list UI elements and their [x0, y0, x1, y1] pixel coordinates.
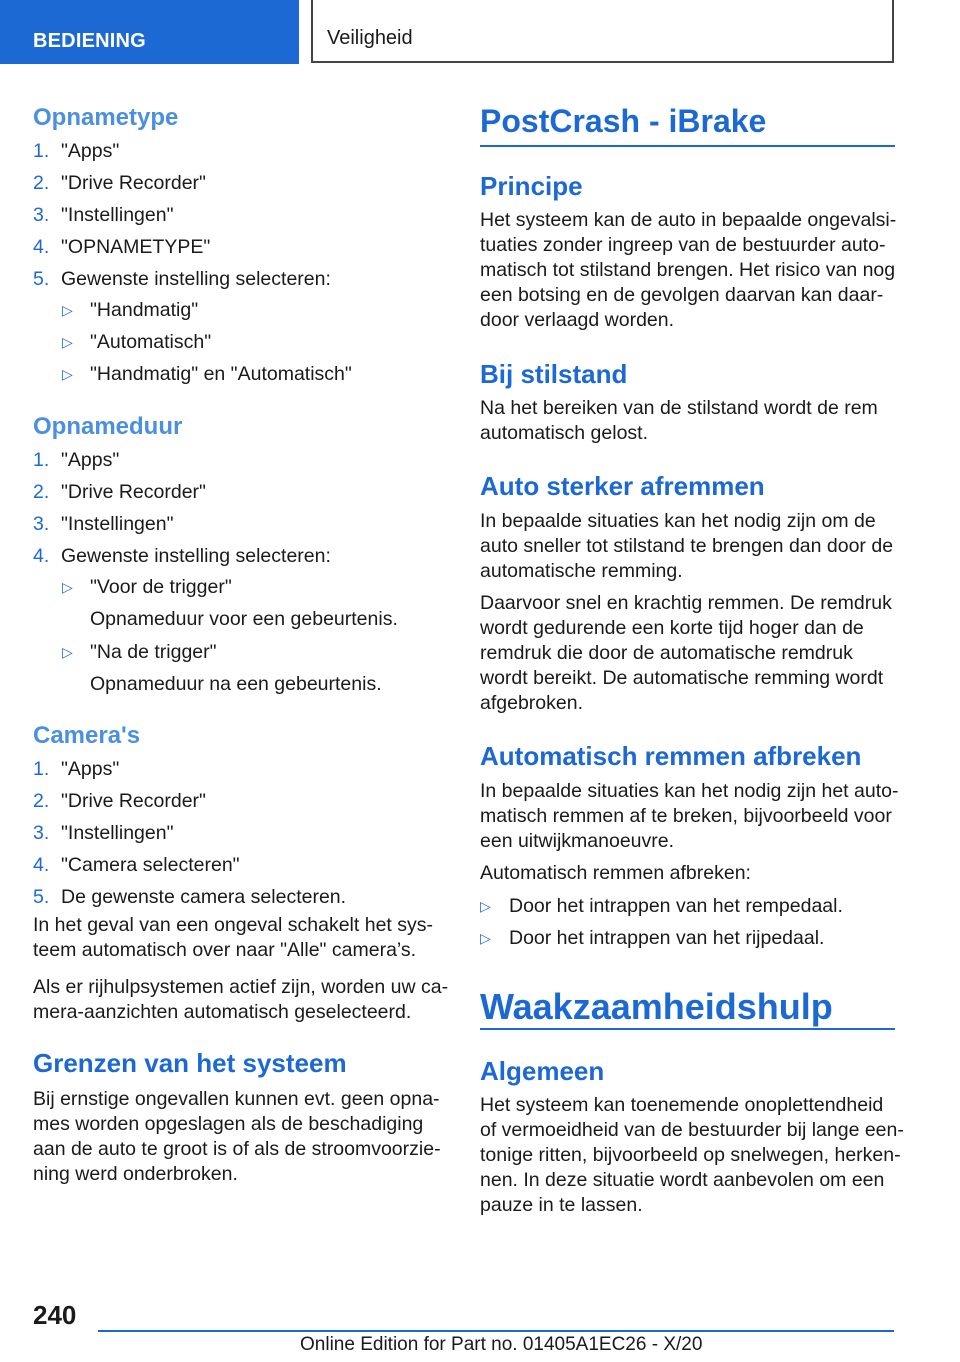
step-number: 3.: [33, 822, 50, 844]
heading-waakzaam: Waakzaamheidshulp: [480, 986, 833, 1027]
step-text: "Instellingen": [61, 822, 174, 844]
step-number: 1.: [33, 140, 50, 162]
step-text: "Apps": [61, 758, 120, 780]
bullet-triangle-icon: ▷: [62, 579, 73, 595]
bullet-triangle-icon: ▷: [62, 302, 73, 318]
heading-grenzen: Grenzen van het systeem: [33, 1048, 347, 1078]
step-text: "Drive Recorder": [61, 172, 206, 194]
paragraph-line: Het systeem kan toenemende onoplettendheid: [480, 1094, 884, 1116]
footer-edition: Online Edition for Part no. 01405A1EC26 - X/20: [300, 1334, 703, 1355]
paragraph-line: mes worden opgeslagen als de beschadiging: [33, 1113, 424, 1135]
option-text: "Automatisch": [90, 331, 212, 353]
paragraph-line: teem automatisch over naar "Alle" camera’s.: [33, 939, 417, 961]
paragraph-line: of vermoeidheid van de bestuurder bij lange een-: [480, 1119, 904, 1141]
bullet-triangle-icon: ▷: [62, 644, 73, 660]
heading-cameras: Camera's: [33, 722, 141, 749]
step-number: 5.: [33, 886, 50, 908]
heading-opnametype: Opnametype: [33, 104, 179, 131]
step-text: "OPNAMETYPE": [61, 236, 211, 258]
section-tab: [0, 0, 299, 64]
paragraph-line: Als er rijhulpsystemen actief zijn, worden uw ca-: [33, 976, 449, 998]
step-number: 4.: [33, 545, 50, 567]
step-text: "Apps": [61, 449, 120, 471]
step-text: Gewenste instelling selecteren:: [61, 545, 331, 567]
bullet-triangle-icon: ▷: [62, 366, 73, 382]
step-number: 1.: [33, 758, 50, 780]
paragraph-line: matisch remmen af te breken, bijvoorbeeld voor: [480, 805, 892, 827]
paragraph-line: Na het bereiken van de stilstand wordt de rem: [480, 397, 878, 419]
paragraph-line: een botsing en de gevolgen daarvan kan daar-: [480, 284, 884, 306]
option-description: Opnameduur na een gebeurtenis.: [90, 673, 382, 695]
paragraph-line: mera-aanzichten automatisch geselecteerd.: [33, 1001, 412, 1023]
heading-rule: [480, 1028, 895, 1030]
paragraph-line: tuaties zonder ingreep van de bestuurder auto-: [480, 234, 886, 256]
option-text: "Handmatig" en "Automatisch": [90, 363, 352, 385]
option-text: "Na de trigger": [90, 641, 217, 663]
heading-principe: Principe: [480, 171, 583, 201]
step-number: 2.: [33, 172, 50, 194]
bullet-text: Door het intrappen van het rempedaal.: [509, 895, 843, 917]
step-number: 2.: [33, 790, 50, 812]
paragraph-line: wordt bereikt. De automatische remming wordt: [480, 667, 884, 689]
step-number: 3.: [33, 204, 50, 226]
paragraph-line: In het geval van een ongeval schakelt het sys-: [33, 914, 433, 936]
heading-rule: [480, 145, 895, 147]
option-text: "Handmatig": [90, 299, 199, 321]
step-number: 2.: [33, 481, 50, 503]
step-number: 1.: [33, 449, 50, 471]
option-description: Opnameduur voor een gebeurtenis.: [90, 608, 398, 630]
paragraph-line: ning werd onderbroken.: [33, 1163, 238, 1185]
paragraph-line: door verlaagd worden.: [480, 309, 675, 331]
paragraph-line: aan de auto te groot is of als de stroomvoorzie-: [33, 1138, 441, 1160]
bullet-text: Door het intrappen van het rijpedaal.: [509, 927, 825, 949]
section-label: BEDIENING: [33, 30, 146, 52]
paragraph-line: In bepaalde situaties kan het nodig zijn om de: [480, 510, 876, 532]
heading-opnameduur: Opnameduur: [33, 413, 183, 440]
step-number: 4.: [33, 236, 50, 258]
paragraph-line: automatisch gelost.: [480, 422, 649, 444]
paragraph-line: pauze in te lassen.: [480, 1194, 643, 1216]
paragraph-line: Bij ernstige ongevallen kunnen evt. geen opna-: [33, 1088, 440, 1110]
step-text: "Camera selecteren": [61, 854, 240, 876]
step-text: De gewenste camera selecteren.: [61, 886, 347, 908]
bullet-triangle-icon: ▷: [62, 334, 73, 350]
step-number: 3.: [33, 513, 50, 535]
paragraph-line: tonige ritten, bijvoorbeeld op snelwegen, herken-: [480, 1144, 901, 1166]
heading-algemeen: Algemeen: [480, 1056, 605, 1086]
paragraph-line: matisch tot stilstand brengen. Het risico van nog: [480, 259, 896, 281]
paragraph-line: automatische remming.: [480, 560, 683, 582]
chapter-label: Veiligheid: [327, 27, 413, 49]
chapter-box: [311, 0, 894, 63]
step-text: "Drive Recorder": [61, 790, 206, 812]
step-number: 5.: [33, 268, 50, 290]
step-text: "Instellingen": [61, 513, 174, 535]
paragraph-line: auto sneller tot stilstand te brengen dan door de: [480, 535, 894, 557]
step-text: "Drive Recorder": [61, 481, 206, 503]
page-number: 240: [33, 1300, 77, 1330]
option-text: "Voor de trigger": [90, 576, 232, 598]
step-text: Gewenste instelling selecteren:: [61, 268, 331, 290]
footer-rule: [98, 1330, 894, 1332]
step-text: "Instellingen": [61, 204, 174, 226]
heading-postcrash: PostCrash - iBrake: [480, 103, 767, 139]
paragraph-line: Automatisch remmen afbreken:: [480, 862, 751, 884]
paragraph-line: nen. In deze situatie wordt aanbevolen om een: [480, 1169, 885, 1191]
paragraph-line: wordt gedurende een korte tijd hoger dan de: [480, 617, 864, 639]
paragraph-line: Daarvoor snel en krachtig remmen. De remdruk: [480, 592, 892, 614]
paragraph-line: In bepaalde situaties kan het nodig zijn het auto-: [480, 780, 899, 802]
paragraph-line: remdruk die door de automatische remdruk: [480, 642, 853, 664]
paragraph-line: Het systeem kan de auto in bepaalde ongevalsi-: [480, 209, 897, 231]
heading-afremmen: Auto sterker afremmen: [480, 471, 765, 501]
heading-afbreken: Automatisch remmen afbreken: [480, 741, 862, 771]
paragraph-line: een uitwijkmanoeuvre.: [480, 830, 675, 852]
step-text: "Apps": [61, 140, 120, 162]
paragraph-line: afgebroken.: [480, 692, 583, 714]
bullet-triangle-icon: ▷: [480, 898, 491, 914]
bullet-triangle-icon: ▷: [480, 930, 491, 946]
heading-stilstand: Bij stilstand: [480, 359, 628, 389]
step-number: 4.: [33, 854, 50, 876]
